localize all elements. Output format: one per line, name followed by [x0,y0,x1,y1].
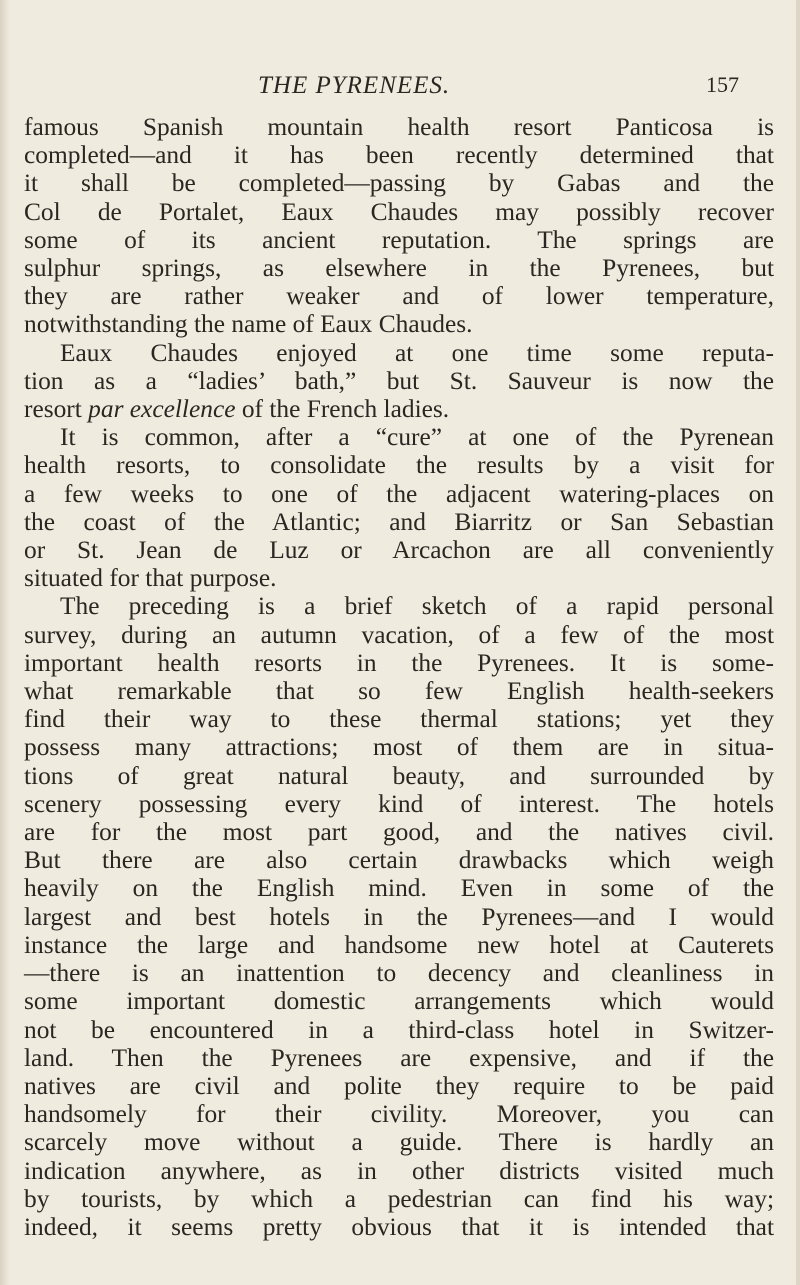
page-gutter-shadow [0,0,10,1285]
text-line-mixed [24,395,774,423]
running-title: THE PYRENEES. [258,72,451,99]
text-line: find their way to these thermal stations; yet they [24,705,774,734]
text-line: a few weeks to one of the adjacent watering-places on [24,479,774,508]
text-line: some of its ancient reputation. The springs are [24,225,774,254]
text-line: handsomely for their civility. Moreover, you can [24,1100,774,1129]
text-line: are for the most part good, and the natives civil. [24,818,774,847]
text-line: possess many attractions; most of them are in situa- [24,733,774,762]
text-line: tion as a “ladies’ bath,” but St. Sauveur is now the [24,366,774,395]
text-line: natives are civil and polite they require to be paid [24,1071,774,1100]
page-edge [796,0,800,1285]
text-line: health resorts, to consolidate the results by a visit for [24,451,774,480]
text-line: they are rather weaker and of lower temperature, [24,282,774,311]
text-line: or St. Jean de Luz or Arcachon are all conveniently [24,536,774,565]
text-line: scarcely move without a guide. There is hardly an [24,1128,774,1157]
text-line: land. Then the Pyrenees are expensive, and if the [24,1043,774,1072]
text-line: some important domestic arrangements which would [24,987,774,1016]
text-line: tions of great natural beauty, and surrounded by [24,761,774,790]
text-line: The preceding is a brief sketch of a rapid personal [60,592,774,621]
text-line: indeed, it seems pretty obvious that it is intended that [24,1212,774,1241]
text-line: completed—and it has been recently determined that [24,141,774,170]
text-line: survey, during an autumn vacation, of a few of the most [24,620,774,649]
text-line: famous Spanish mountain health resort Panticosa is [24,113,774,141]
text-line: sulphur springs, as elsewhere in the Pyrenees, but [24,254,774,283]
text-fragment: of the French ladies. [235,395,450,424]
text-line: Eaux Chaudes enjoyed at one time some reputa- [60,338,774,367]
text-line: notwithstanding the name of Eaux Chaudes. [24,310,473,339]
text-line: the coast of the Atlantic; and Biarritz or San Sebastian [24,507,774,536]
body-text [24,113,774,1241]
text-line: largest and best hotels in the Pyrenees—and I would [24,902,774,931]
page-number: 157 [706,72,739,97]
text-line: situated for that purpose. [24,564,277,593]
text-line: by tourists, by which a pedestrian can find his way; [24,1184,774,1213]
text-line: Col de Portalet, Eaux Chaudes may possibly recover [24,197,774,226]
text-line: what remarkable that so few English health-seekers [24,677,774,706]
text-line: indication anywhere, as in other districts visited much [24,1156,774,1185]
text-line: important health resorts in the Pyrenees. It is some- [24,648,774,677]
text-fragment: resort [24,395,89,424]
text-line: heavily on the English mind. Even in some of the [24,874,774,903]
text-line: It is common, after a “cure” at one of the Pyrenean [60,423,774,452]
text-line: it shall be completed—passing by Gabas and the [24,169,774,198]
text-line: not be encountered in a third-class hotel in Switzer- [24,1015,774,1044]
text-line: But there are also certain drawbacks which weigh [24,846,774,875]
text-line: —there is an inattention to decency and cleanliness in [24,959,774,988]
italic-phrase: par excellence [88,395,236,424]
text-line: instance the large and handsome new hotel at Cauterets [24,930,774,959]
text-line: scenery possessing every kind of interest. The hotels [24,789,774,818]
